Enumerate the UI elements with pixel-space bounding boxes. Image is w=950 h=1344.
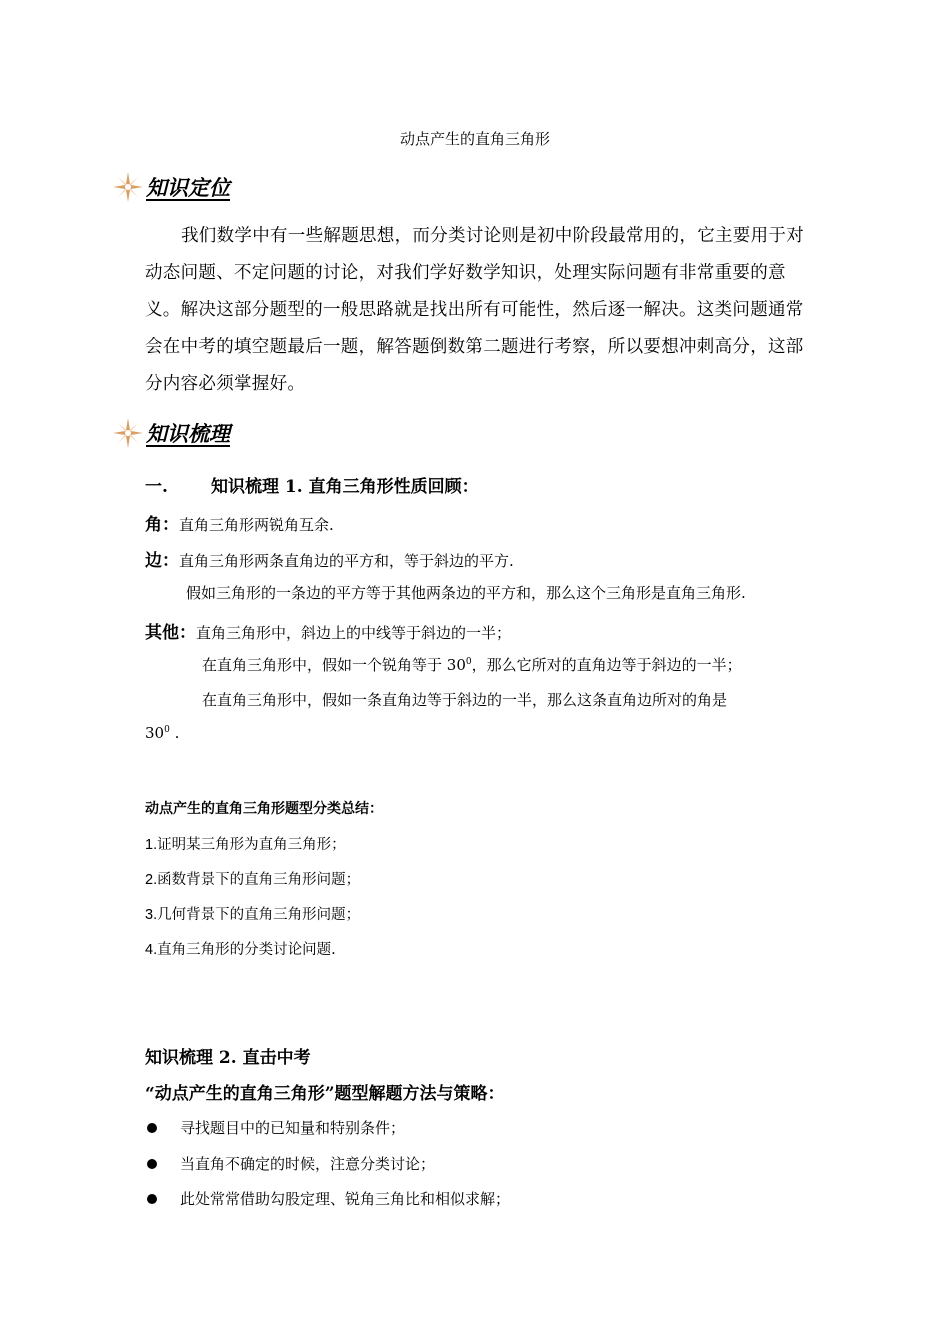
other-line4 bbox=[145, 724, 179, 742]
other-line2 bbox=[202, 654, 742, 675]
summary-item-text: 直角三角形的分类讨论问题. bbox=[157, 942, 336, 958]
angle-text: 直角三角形两锐角互余. bbox=[179, 516, 334, 534]
section-title: 知识定位 bbox=[146, 176, 230, 200]
other-lead: 其他： bbox=[145, 623, 196, 643]
other-line1: 直角三角形中，斜边上的中线等于斜边的一半； bbox=[196, 624, 512, 642]
document-title: 动点产生的直角三角形 bbox=[399, 130, 550, 148]
degree-superscript: 0 bbox=[465, 657, 472, 667]
intro-paragraph: 我们数学中有一些解题思想，而分类讨论则是初中阶段最常用的，它主要用于对动态问题、不定问题的讨论，对我们学好数学知识，处理实际问题有非常重要的意义。解决这部分题型的一般思路就是找出所有可能性，然后逐一解决。这类问题通常会在中考的填空题最后一题，解答题倒数第二题进行考察，所以要想冲刺高分，这部分内容必须掌握好。 bbox=[145, 226, 804, 394]
bullet-item bbox=[145, 1188, 510, 1209]
side-lead: 边： bbox=[145, 551, 179, 571]
degree-superscript: 0 bbox=[164, 725, 170, 735]
bullet-dot-icon bbox=[147, 1194, 157, 1204]
starburst-icon bbox=[112, 171, 144, 203]
summary-item-number: 2. bbox=[145, 872, 158, 888]
bullet-text: 当直角不确定的时候，注意分类讨论； bbox=[180, 1155, 436, 1173]
topic1-number: 一. bbox=[145, 477, 168, 497]
topic2-title: 知识梳理 2. 直击中考 bbox=[145, 1048, 311, 1068]
bullet-text: 寻找题目中的已知量和特别条件； bbox=[180, 1119, 406, 1137]
bullet-item bbox=[145, 1153, 435, 1174]
angle-line bbox=[145, 510, 334, 535]
summary-item bbox=[145, 938, 336, 959]
other-line4-text-b: . bbox=[169, 724, 180, 742]
bullet-item bbox=[145, 1117, 405, 1138]
side-text: 直角三角形两条直角边的平方和，等于斜边的平方. bbox=[179, 552, 514, 570]
angle-lead: 角： bbox=[145, 515, 179, 535]
summary-item-text: 函数背景下的直角三角形问题； bbox=[157, 872, 361, 888]
other-line4-text-a: 30 bbox=[145, 724, 165, 742]
starburst-icon bbox=[112, 417, 144, 449]
summary-item-number: 1. bbox=[145, 837, 158, 853]
summary-item-text: 证明某三角形为直角三角形； bbox=[157, 837, 346, 853]
section-title: 知识梳理 bbox=[146, 422, 230, 446]
summary-item bbox=[145, 833, 346, 854]
summary-item-number: 3. bbox=[145, 907, 158, 923]
topic2-subtitle: “动点产生的直角三角形”题型解题方法与策略： bbox=[145, 1084, 505, 1104]
other-line bbox=[145, 618, 511, 643]
summary-item bbox=[145, 903, 360, 924]
bullet-text: 此处常常借助勾股定理、锐角三角比和相似求解； bbox=[180, 1190, 511, 1208]
section-heading-knowledge-positioning bbox=[112, 170, 230, 204]
topic1-heading bbox=[145, 472, 479, 497]
bullet-dot-icon bbox=[147, 1123, 157, 1133]
section-heading-knowledge-review bbox=[112, 416, 230, 450]
summary-item-text: 几何背景下的直角三角形问题； bbox=[157, 907, 361, 923]
bullet-dot-icon bbox=[147, 1159, 157, 1169]
summary-item-number: 4. bbox=[145, 942, 158, 958]
other-line2-text-b: ，那么它所对的直角边等于斜边的一半； bbox=[471, 656, 742, 674]
summary-item bbox=[145, 868, 360, 889]
side-converse: 假如三角形的一条边的平方等于其他两条边的平方和，那么这个三角形是直角三角形. bbox=[186, 584, 746, 602]
topic1-title: 知识梳理 1. 直角三角形性质回顾： bbox=[211, 477, 479, 497]
other-line2-text-a: 在直角三角形中，假如一个锐角等于 30 bbox=[202, 656, 466, 674]
other-line3: 在直角三角形中，假如一条直角边等于斜边的一半，那么这条直角边所对的角是 bbox=[202, 691, 728, 709]
side-line bbox=[145, 546, 514, 571]
summary-title: 动点产生的直角三角形题型分类总结： bbox=[145, 801, 383, 817]
